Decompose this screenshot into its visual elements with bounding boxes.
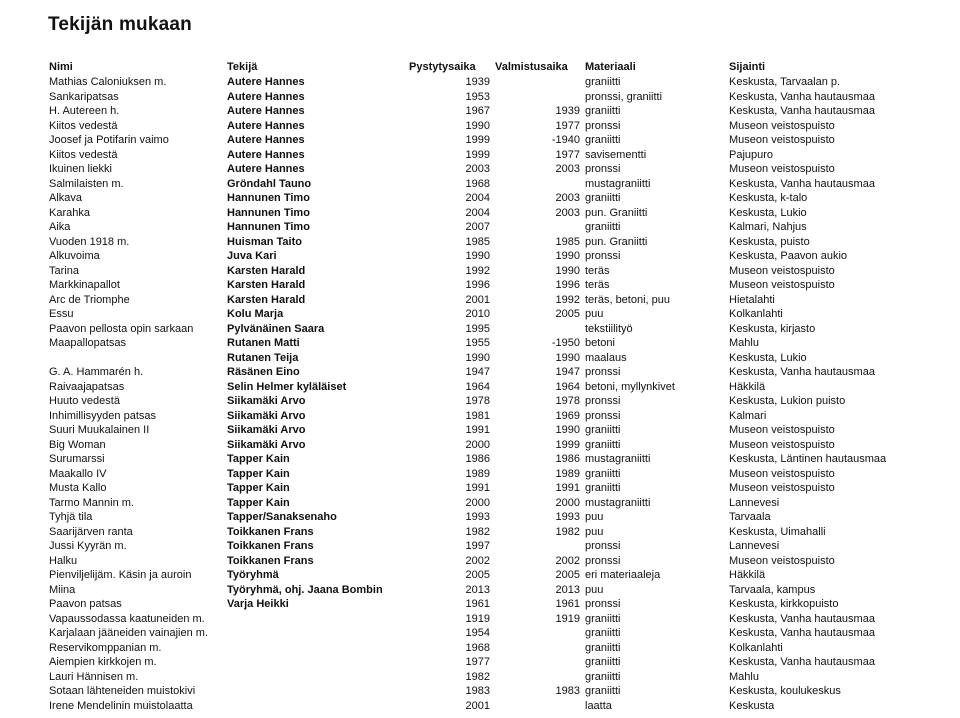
cell-made: 1991 bbox=[555, 482, 580, 494]
cell-name: Irene Mendelinin muistolaatta bbox=[49, 699, 193, 712]
cell-made: 2000 bbox=[555, 496, 580, 509]
cell-location: Museon veistospuisto bbox=[729, 163, 835, 175]
cell-author: Tapper Kain bbox=[227, 467, 290, 480]
cell-erected: 1990 bbox=[465, 250, 490, 262]
cell-location: Keskusta, Vanha hautausmaa bbox=[729, 656, 875, 668]
cell-author: Toikkanen Frans bbox=[227, 525, 314, 538]
cell-material: graniitti bbox=[585, 612, 621, 625]
cell-erected: 1953 bbox=[465, 90, 490, 103]
cell-location: Keskusta, Lukion puisto bbox=[729, 395, 846, 407]
cell-name: Paavon pellosta opin sarkaan bbox=[49, 322, 194, 335]
table-row bbox=[0, 655, 960, 670]
cell-name: Karjalaan jääneiden vainajien m. bbox=[49, 627, 208, 639]
cell-material: graniitti bbox=[585, 685, 621, 697]
cell-erected: 1954 bbox=[465, 627, 490, 639]
cell-author: Huisman Taito bbox=[227, 235, 302, 248]
cell-erected: 2004 bbox=[465, 192, 490, 204]
table-row bbox=[0, 206, 960, 221]
cell-erected: 2001 bbox=[465, 293, 490, 306]
cell-material: mustagraniitti bbox=[585, 496, 651, 509]
cell-location: Pajupuro bbox=[729, 148, 774, 161]
cell-name: Tyhjä tila bbox=[49, 511, 93, 523]
table-row bbox=[0, 264, 960, 279]
cell-author: Siikamäki Arvo bbox=[227, 424, 306, 436]
cell-location: Museon veistospuisto bbox=[729, 134, 835, 146]
table-row bbox=[0, 626, 960, 641]
cell-material: maalaus bbox=[585, 351, 627, 364]
cell-name: Sotaan lähteneiden muistokivi bbox=[49, 685, 196, 697]
cell-erected: 1919 bbox=[465, 612, 490, 625]
cell-name: Alkava bbox=[49, 192, 83, 204]
cell-erected: 1983 bbox=[465, 685, 490, 697]
header-author: Tekijä bbox=[227, 61, 258, 73]
cell-name: Inhimillisyyden patsas bbox=[49, 409, 156, 422]
cell-erected: 1999 bbox=[465, 134, 490, 146]
cell-author: Rutanen Matti bbox=[227, 337, 300, 349]
cell-author: Hannunen Timo bbox=[227, 206, 310, 219]
cell-erected: 1981 bbox=[465, 409, 490, 422]
cell-location: Keskusta, Vanha hautausmaa bbox=[729, 90, 875, 103]
cell-made: 1990 bbox=[555, 351, 580, 364]
table-row bbox=[0, 525, 960, 540]
cell-made: 1983 bbox=[555, 685, 580, 697]
cell-erected: 1990 bbox=[465, 119, 490, 132]
cell-material: graniitti bbox=[585, 105, 621, 117]
cell-location: Keskusta, Vanha hautausmaa bbox=[729, 366, 875, 378]
cell-made: 1977 bbox=[555, 119, 580, 132]
cell-erected: 1978 bbox=[465, 395, 490, 407]
cell-author: Varja Heikki bbox=[227, 598, 289, 610]
cell-made: 1947 bbox=[555, 366, 580, 378]
cell-author: Autere Hannes bbox=[227, 163, 305, 175]
cell-author: Autere Hannes bbox=[227, 76, 305, 88]
cell-author: Rutanen Teija bbox=[227, 351, 299, 364]
cell-material: mustagraniitti bbox=[585, 453, 651, 465]
cell-location: Museon veistospuisto bbox=[729, 467, 835, 480]
cell-made: 1990 bbox=[555, 424, 580, 436]
cell-erected: 1985 bbox=[465, 235, 490, 248]
cell-name: Surumarssi bbox=[49, 453, 105, 465]
cell-location: Lannevesi bbox=[729, 540, 780, 552]
cell-name: Aiempien kirkkojen m. bbox=[49, 656, 157, 668]
cell-author: Pylvänäinen Saara bbox=[227, 322, 325, 335]
cell-made: 1992 bbox=[555, 293, 580, 306]
cell-erected: 1982 bbox=[465, 670, 490, 683]
table-row bbox=[0, 409, 960, 424]
table-row bbox=[0, 278, 960, 293]
cell-made: 1982 bbox=[555, 525, 580, 538]
table-row bbox=[0, 365, 960, 380]
table-row bbox=[0, 322, 960, 337]
cell-made: 1993 bbox=[555, 511, 580, 523]
cell-made: 1919 bbox=[555, 612, 580, 625]
cell-material: pronssi bbox=[585, 540, 621, 552]
cell-made: 2005 bbox=[555, 308, 580, 320]
cell-name: Maakallo IV bbox=[49, 467, 107, 480]
cell-author: Tapper/Sanaksenaho bbox=[227, 511, 337, 523]
cell-location: Kalmari, Nahjus bbox=[729, 221, 807, 233]
cell-author: Karsten Harald bbox=[227, 264, 306, 277]
cell-location: Keskusta, Lukio bbox=[729, 351, 807, 364]
cell-author: Siikamäki Arvo bbox=[227, 409, 306, 422]
cell-location: Keskusta, k-talo bbox=[729, 192, 808, 204]
cell-location: Keskusta, kirkkopuisto bbox=[729, 598, 839, 610]
cell-name: Reservikomppanian m. bbox=[49, 641, 162, 654]
cell-material: pronssi bbox=[585, 163, 621, 175]
cell-author: Autere Hannes bbox=[227, 90, 305, 103]
cell-material: pronssi bbox=[585, 598, 621, 610]
cell-material: graniitti bbox=[585, 656, 621, 668]
cell-material: graniitti bbox=[585, 192, 621, 204]
cell-erected: 1999 bbox=[465, 148, 490, 161]
table-body bbox=[0, 75, 960, 713]
cell-erected: 1986 bbox=[465, 453, 490, 465]
cell-erected: 1968 bbox=[465, 177, 490, 190]
cell-name: Sankaripatsas bbox=[49, 90, 119, 103]
cell-material: puu bbox=[585, 308, 604, 320]
cell-location: Kalmari bbox=[729, 409, 767, 422]
cell-made: 1985 bbox=[555, 235, 580, 248]
cell-made: -1940 bbox=[551, 134, 580, 146]
cell-material: pronssi bbox=[585, 366, 621, 378]
table-row bbox=[0, 307, 960, 322]
cell-author: Karsten Harald bbox=[227, 293, 306, 306]
cell-name: Halku bbox=[49, 554, 78, 567]
cell-author: Toikkanen Frans bbox=[227, 554, 314, 567]
cell-location: Häkkilä bbox=[729, 380, 766, 393]
cell-location: Hietalahti bbox=[729, 293, 775, 306]
cell-made: -1950 bbox=[551, 337, 580, 349]
cell-location: Museon veistospuisto bbox=[729, 424, 835, 436]
cell-name: Tarina bbox=[49, 264, 79, 277]
table-row bbox=[0, 612, 960, 627]
cell-location: Keskusta bbox=[729, 699, 775, 712]
cell-erected: 2010 bbox=[465, 308, 490, 320]
table-row bbox=[0, 351, 960, 366]
cell-material: puu bbox=[585, 583, 604, 596]
cell-name: Pienviljelijäm. Käsin ja auroin bbox=[49, 569, 192, 581]
cell-name: Kiitos vedestä bbox=[49, 148, 118, 161]
cell-material: pronssi bbox=[585, 119, 621, 132]
cell-material: laatta bbox=[585, 699, 612, 712]
cell-erected: 1991 bbox=[465, 424, 490, 436]
table-row bbox=[0, 293, 960, 308]
cell-name: Karahka bbox=[49, 206, 90, 219]
cell-name: Kiitos vedestä bbox=[49, 119, 118, 132]
cell-author: Räsänen Eino bbox=[227, 366, 300, 378]
table-row bbox=[0, 133, 960, 148]
cell-material: pronssi bbox=[585, 554, 621, 567]
cell-location: Keskusta, puisto bbox=[729, 235, 810, 248]
table-row bbox=[0, 438, 960, 453]
cell-author: Gröndahl Tauno bbox=[227, 177, 312, 190]
table-row bbox=[0, 177, 960, 192]
cell-name: Big Woman bbox=[49, 438, 106, 451]
cell-name: Markkinapallot bbox=[49, 279, 120, 291]
cell-erected: 1995 bbox=[465, 322, 490, 335]
cell-material: graniitti bbox=[585, 424, 621, 436]
cell-material: graniitti bbox=[585, 641, 621, 654]
header-name: Nimi bbox=[49, 61, 73, 73]
cell-made: 2003 bbox=[555, 206, 580, 219]
cell-author: Tapper Kain bbox=[227, 453, 290, 465]
cell-location: Keskusta, Paavon aukio bbox=[729, 250, 848, 262]
cell-made: 2003 bbox=[555, 192, 580, 204]
cell-author: Autere Hannes bbox=[227, 134, 305, 146]
cell-made: 1990 bbox=[555, 264, 580, 277]
cell-erected: 2005 bbox=[465, 569, 490, 581]
cell-location: Mahlu bbox=[729, 670, 759, 683]
cell-erected: 1947 bbox=[465, 366, 490, 378]
cell-made: 2002 bbox=[555, 554, 580, 567]
cell-author: Siikamäki Arvo bbox=[227, 395, 306, 407]
cell-location: Museon veistospuisto bbox=[729, 119, 835, 132]
cell-name: Miina bbox=[49, 583, 76, 596]
table-row bbox=[0, 539, 960, 554]
cell-name: Alkuvoima bbox=[49, 250, 100, 262]
cell-location: Keskusta, Vanha hautausmaa bbox=[729, 627, 875, 639]
cell-name: Mathias Caloniuksen m. bbox=[49, 76, 167, 88]
cell-material: puu bbox=[585, 511, 604, 523]
table-row bbox=[0, 380, 960, 395]
table-row bbox=[0, 510, 960, 525]
table-row bbox=[0, 191, 960, 206]
table-row bbox=[0, 394, 960, 409]
cell-erected: 1977 bbox=[465, 656, 490, 668]
cell-location: Museon veistospuisto bbox=[729, 264, 835, 277]
cell-name: Ikuinen liekki bbox=[49, 163, 112, 175]
table-row bbox=[0, 75, 960, 90]
cell-author: Työryhmä bbox=[227, 569, 279, 581]
table-row bbox=[0, 597, 960, 612]
cell-material: pronssi bbox=[585, 409, 621, 422]
cell-name: Raivaajapatsas bbox=[49, 380, 125, 393]
cell-name: Arc de Triomphe bbox=[49, 293, 130, 306]
cell-author: Karsten Harald bbox=[227, 279, 306, 291]
cell-erected: 1991 bbox=[465, 482, 490, 494]
cell-made: 1978 bbox=[555, 395, 580, 407]
cell-author: Tapper Kain bbox=[227, 496, 290, 509]
cell-erected: 2000 bbox=[465, 496, 490, 509]
cell-name: G. A. Hammarén h. bbox=[49, 366, 144, 378]
cell-name: Vapaussodassa kaatuneiden m. bbox=[49, 612, 205, 625]
cell-location: Museon veistospuisto bbox=[729, 438, 835, 451]
cell-location: Tarvaala, kampus bbox=[729, 583, 816, 596]
cell-location: Keskusta, koulukeskus bbox=[729, 685, 841, 697]
cell-material: graniitti bbox=[585, 482, 621, 494]
cell-material: pronssi bbox=[585, 250, 621, 262]
cell-author: Hannunen Timo bbox=[227, 221, 310, 233]
table-row bbox=[0, 249, 960, 264]
header-made: Valmistusaika bbox=[495, 61, 568, 73]
table-row bbox=[0, 336, 960, 351]
cell-name: Jussi Kyyrän m. bbox=[49, 540, 127, 552]
table-row bbox=[0, 670, 960, 685]
table-row bbox=[0, 104, 960, 119]
cell-material: teräs bbox=[585, 264, 610, 277]
cell-erected: 1990 bbox=[465, 351, 490, 364]
cell-erected: 1961 bbox=[465, 598, 490, 610]
cell-material: teräs, betoni, puu bbox=[585, 293, 671, 306]
cell-made: 1939 bbox=[555, 105, 580, 117]
cell-material: eri materiaaleja bbox=[585, 569, 661, 581]
cell-erected: 1968 bbox=[465, 641, 490, 654]
cell-material: betoni bbox=[585, 337, 615, 349]
cell-location: Keskusta, kirjasto bbox=[729, 322, 816, 335]
cell-author: Hannunen Timo bbox=[227, 192, 310, 204]
cell-author: Kolu Marja bbox=[227, 308, 284, 320]
cell-author: Autere Hannes bbox=[227, 148, 305, 161]
cell-location: Kolkanlahti bbox=[729, 308, 783, 320]
cell-made: 1986 bbox=[555, 453, 580, 465]
cell-made: 2013 bbox=[555, 583, 580, 596]
header-erected: Pystytysaika bbox=[409, 61, 476, 73]
cell-name: Joosef ja Potifarin vaimo bbox=[49, 134, 169, 146]
cell-author: Tapper Kain bbox=[227, 482, 290, 494]
cell-material: graniitti bbox=[585, 76, 621, 88]
cell-location: Keskusta, Vanha hautausmaa bbox=[729, 612, 875, 625]
cell-made: 2005 bbox=[555, 569, 580, 581]
cell-author: Autere Hannes bbox=[227, 119, 305, 132]
cell-material: graniitti bbox=[585, 627, 621, 639]
table-row bbox=[0, 220, 960, 235]
cell-name: Saarijärven ranta bbox=[49, 525, 133, 538]
cell-material: betoni, myllynkivet bbox=[585, 380, 675, 393]
cell-location: Keskusta, Uimahalli bbox=[729, 525, 826, 538]
cell-name: Paavon patsas bbox=[49, 598, 122, 610]
cell-name: Suuri Muukalainen II bbox=[49, 424, 150, 436]
cell-author: Toikkanen Frans bbox=[227, 540, 314, 552]
cell-made: 1964 bbox=[555, 380, 580, 393]
table-row bbox=[0, 235, 960, 250]
cell-name: Vuoden 1918 m. bbox=[49, 235, 130, 248]
table-row bbox=[0, 90, 960, 105]
table-row bbox=[0, 452, 960, 467]
cell-location: Museon veistospuisto bbox=[729, 554, 835, 567]
cell-erected: 1939 bbox=[465, 76, 490, 88]
cell-name: Aika bbox=[49, 221, 71, 233]
cell-location: Lannevesi bbox=[729, 496, 780, 509]
cell-name: Lauri Hännisen m. bbox=[49, 670, 139, 683]
table-row bbox=[0, 467, 960, 482]
cell-location: Keskusta, Vanha hautausmaa bbox=[729, 177, 875, 190]
cell-author: Työryhmä, ohj. Jaana Bombin bbox=[227, 583, 383, 596]
cell-erected: 1996 bbox=[465, 279, 490, 291]
table-row bbox=[0, 641, 960, 656]
cell-made: 1989 bbox=[555, 467, 580, 480]
table-row bbox=[0, 119, 960, 134]
cell-name: Essu bbox=[49, 308, 74, 320]
cell-name: Tarmo Mannin m. bbox=[49, 496, 134, 509]
table-row bbox=[0, 423, 960, 438]
cell-material: graniitti bbox=[585, 438, 621, 451]
table-row bbox=[0, 554, 960, 569]
cell-made: 1996 bbox=[555, 279, 580, 291]
cell-author: Siikamäki Arvo bbox=[227, 438, 306, 451]
cell-name: H. Autereen h. bbox=[49, 105, 120, 117]
cell-erected: 2000 bbox=[465, 438, 490, 451]
cell-author: Autere Hannes bbox=[227, 105, 305, 117]
cell-name: Maapallopatsas bbox=[49, 337, 127, 349]
cell-material: mustagraniitti bbox=[585, 177, 651, 190]
cell-location: Kolkanlahti bbox=[729, 641, 783, 654]
cell-made: 1969 bbox=[555, 409, 580, 422]
table-row bbox=[0, 699, 960, 714]
cell-name: Musta Kallo bbox=[49, 482, 107, 494]
cell-location: Häkkilä bbox=[729, 569, 766, 581]
cell-material: savisementti bbox=[585, 148, 647, 161]
cell-author: Juva Kari bbox=[227, 250, 277, 262]
cell-name: Salmilaisten m. bbox=[49, 177, 124, 190]
cell-material: pronssi, graniitti bbox=[585, 90, 663, 103]
cell-erected: 2002 bbox=[465, 554, 490, 567]
cell-erected: 1955 bbox=[465, 337, 490, 349]
cell-material: graniitti bbox=[585, 221, 621, 233]
cell-location: Museon veistospuisto bbox=[729, 482, 835, 494]
cell-made: 1999 bbox=[555, 438, 580, 451]
cell-made: 1990 bbox=[555, 250, 580, 262]
cell-name: Huuto vedestä bbox=[49, 395, 120, 407]
header-material: Materiaali bbox=[585, 61, 636, 73]
table-row bbox=[0, 148, 960, 163]
table-row bbox=[0, 481, 960, 496]
cell-made: 1961 bbox=[555, 598, 580, 610]
cell-made: 2003 bbox=[555, 163, 580, 175]
cell-erected: 2007 bbox=[465, 221, 490, 233]
cell-made: 1977 bbox=[555, 148, 580, 161]
table-row bbox=[0, 568, 960, 583]
cell-location: Keskusta, Tarvaalan p. bbox=[729, 76, 841, 88]
cell-erected: 1992 bbox=[465, 264, 490, 277]
table-row bbox=[0, 583, 960, 598]
cell-erected: 1997 bbox=[465, 540, 490, 552]
table-row bbox=[0, 496, 960, 511]
cell-location: Keskusta, Läntinen hautausmaa bbox=[729, 453, 887, 465]
cell-erected: 2003 bbox=[465, 163, 490, 175]
cell-material: graniitti bbox=[585, 467, 621, 480]
cell-location: Keskusta, Vanha hautausmaa bbox=[729, 105, 875, 117]
table-row bbox=[0, 162, 960, 177]
cell-location: Museon veistospuisto bbox=[729, 279, 835, 291]
cell-material: pronssi bbox=[585, 395, 621, 407]
cell-erected: 1967 bbox=[465, 105, 490, 117]
cell-material: tekstiilityö bbox=[585, 322, 633, 335]
cell-erected: 1964 bbox=[465, 380, 490, 393]
cell-material: pun. Graniitti bbox=[585, 206, 648, 219]
cell-location: Tarvaala bbox=[729, 511, 771, 523]
cell-erected: 2001 bbox=[465, 699, 490, 712]
cell-erected: 1993 bbox=[465, 511, 490, 523]
cell-material: teräs bbox=[585, 279, 610, 291]
header-location: Sijainti bbox=[729, 61, 766, 73]
cell-erected: 2004 bbox=[465, 206, 490, 219]
cell-material: graniitti bbox=[585, 134, 621, 146]
cell-erected: 2013 bbox=[465, 583, 490, 596]
cell-author: Selin Helmer kyläläiset bbox=[227, 380, 347, 393]
page-title: Tekijän mukaan bbox=[48, 14, 192, 35]
cell-material: pun. Graniitti bbox=[585, 235, 648, 248]
cell-erected: 1989 bbox=[465, 467, 490, 480]
cell-location: Keskusta, Lukio bbox=[729, 206, 807, 219]
table-row bbox=[0, 684, 960, 699]
cell-material: puu bbox=[585, 525, 604, 538]
cell-location: Mahlu bbox=[729, 337, 759, 349]
cell-erected: 1982 bbox=[465, 525, 490, 538]
cell-material: graniitti bbox=[585, 670, 621, 683]
